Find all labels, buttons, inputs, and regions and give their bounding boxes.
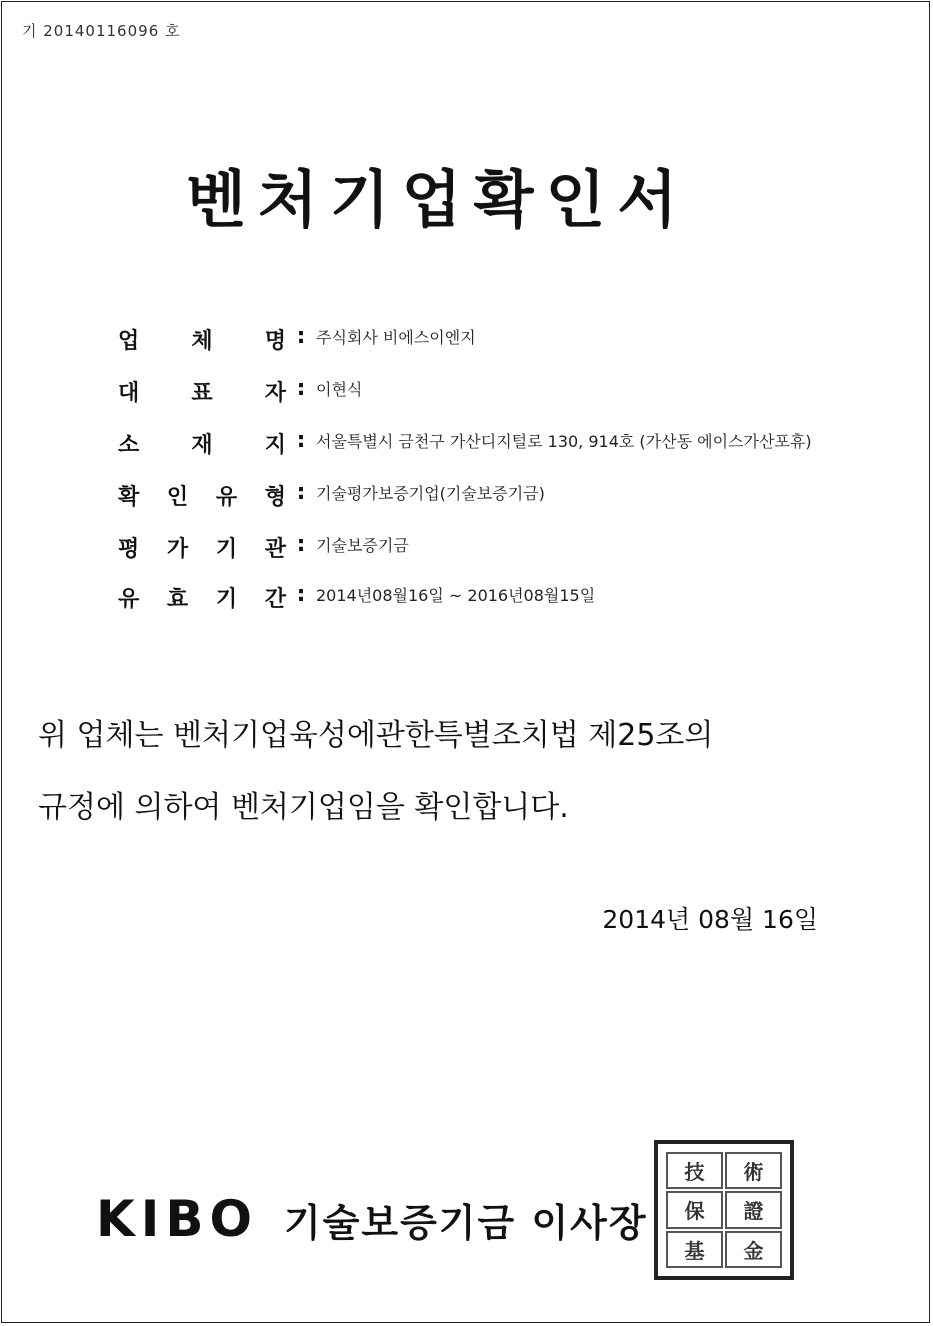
field-row-validity-period xyxy=(118,582,818,613)
field-label-evaluation-agency: 평 가 기 관 xyxy=(118,537,286,562)
field-value-representative: 이현식 xyxy=(316,380,363,399)
field-value-evaluation-agency: 기술보증기금 xyxy=(316,536,409,555)
seal-glyph: 保 xyxy=(666,1191,723,1228)
field-label-confirmation-type: 확 인 유 형 xyxy=(118,485,286,510)
field-colon: : xyxy=(296,480,306,505)
field-value-confirmation-type: 기술평가보증기업(기술보증기금) xyxy=(316,484,545,503)
seal-glyph: 術 xyxy=(725,1152,782,1189)
statement-line-1: 위 업체는 벤처기업육성에관한특별조치법 제25조의 xyxy=(38,718,714,753)
field-label-address: 소 재 지 xyxy=(118,433,286,458)
certification-statement xyxy=(38,700,828,844)
field-row-confirmation-type xyxy=(118,480,818,511)
field-colon: : xyxy=(296,324,306,349)
statement-line-2: 규정에 의하여 벤처기업임을 확인합니다. xyxy=(38,790,569,825)
issue-date: 2014년 08월 16일 xyxy=(602,905,818,934)
kibo-logo: KIBO xyxy=(96,1190,258,1248)
field-value-company: 주식회사 비에스이엔지 xyxy=(316,328,476,347)
field-row-address xyxy=(118,428,818,459)
document-title: 벤처기업확인서 xyxy=(186,163,690,236)
field-label-validity-period: 유 효 기 간 xyxy=(118,587,286,612)
field-value-address: 서울특별시 금천구 가산디지털로 130, 914호 (가산동 에이스가산포휴) xyxy=(316,432,812,451)
official-seal-icon xyxy=(654,1140,794,1280)
field-colon: : xyxy=(296,532,306,557)
field-colon: : xyxy=(296,582,306,607)
issuer-signature xyxy=(96,1190,648,1248)
field-value-validity-period: 2014년08월16일 ~ 2016년08월15일 xyxy=(316,586,596,605)
field-row-evaluation-agency xyxy=(118,532,818,563)
field-colon: : xyxy=(296,428,306,453)
seal-glyph: 證 xyxy=(725,1191,782,1228)
field-row-company xyxy=(118,324,818,355)
field-label-company: 업 체 명 xyxy=(118,329,286,354)
field-row-representative xyxy=(118,376,818,407)
field-colon: : xyxy=(296,376,306,401)
issuer-name: 기술보증기금 이사장 xyxy=(283,1200,648,1245)
field-label-representative: 대 표 자 xyxy=(118,381,286,406)
document-number: 기 20140116096 호 xyxy=(22,22,181,40)
seal-glyph: 金 xyxy=(725,1231,782,1268)
seal-glyph: 基 xyxy=(666,1231,723,1268)
seal-glyph: 技 xyxy=(666,1152,723,1189)
